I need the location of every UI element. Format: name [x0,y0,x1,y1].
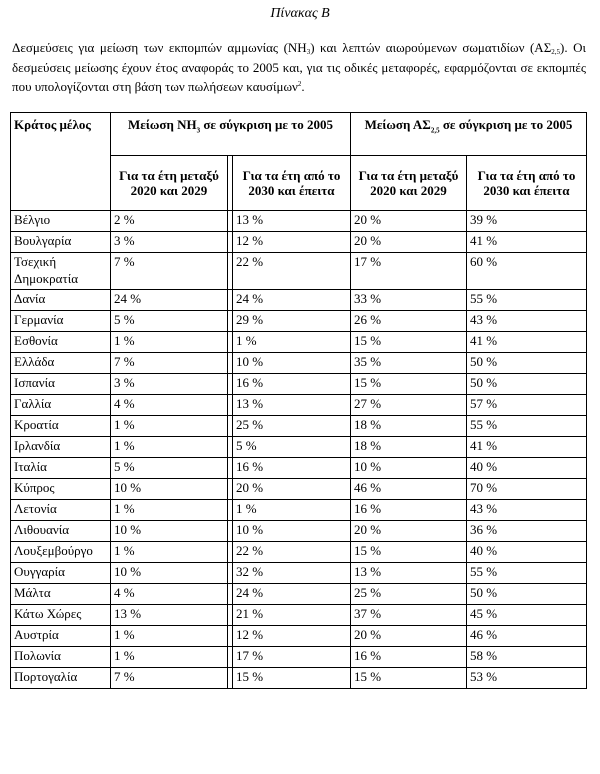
header-pm-group [351,113,587,156]
value-cell-nh3-2020: 1 % [111,332,228,353]
table-row [11,290,587,311]
value-cell-nh3-2030: 25 % [233,416,351,437]
country-cell: Λιθουανία [11,521,111,542]
table-row [11,605,587,626]
value-cell-nh3-2020: 1 % [111,542,228,563]
value-cell-nh3-2030: 15 % [233,668,351,689]
header-member-state: Κράτος μέλος [11,113,111,211]
emissions-table [10,112,587,689]
header-nh3-text-b: σε σύγκριση με το 2005 [200,117,333,132]
table-row [11,253,587,290]
table-row [11,542,587,563]
intro-text-1: Δεσμεύσεις για μείωση των εκπομπών αμμωνίας (NH [12,40,307,55]
value-cell-pm-2020: 33 % [351,290,467,311]
value-cell-pm-2020: 17 % [351,253,467,290]
country-cell: Εσθονία [11,332,111,353]
country-cell: Ισπανία [11,374,111,395]
value-cell-pm-2030: 43 % [467,500,587,521]
country-cell: Βουλγαρία [11,232,111,253]
value-cell-nh3-2030: 21 % [233,605,351,626]
value-cell-pm-2020: 37 % [351,605,467,626]
value-cell-pm-2030: 39 % [467,211,587,232]
value-cell-nh3-2030: 16 % [233,458,351,479]
value-cell-nh3-2030: 13 % [233,211,351,232]
country-cell: Βέλγιο [11,211,111,232]
value-cell-pm-2030: 55 % [467,290,587,311]
country-cell: Κάτω Χώρες [11,605,111,626]
value-cell-nh3-2020: 4 % [111,584,228,605]
table-row [11,500,587,521]
country-cell: Τσεχική Δημοκρατία [11,253,111,290]
value-cell-nh3-2030: 17 % [233,647,351,668]
country-cell: Κροατία [11,416,111,437]
header-pm-sub: 2,5 [430,126,440,135]
value-cell-nh3-2020: 5 % [111,311,228,332]
value-cell-nh3-2020: 3 % [111,232,228,253]
value-cell-nh3-2020: 1 % [111,647,228,668]
table-row [11,437,587,458]
value-cell-pm-2030: 60 % [467,253,587,290]
value-cell-pm-2020: 20 % [351,232,467,253]
value-cell-pm-2020: 20 % [351,211,467,232]
table-row [11,374,587,395]
table-row [11,521,587,542]
value-cell-nh3-2020: 4 % [111,395,228,416]
value-cell-nh3-2020: 7 % [111,353,228,374]
country-cell: Ουγγαρία [11,563,111,584]
value-cell-pm-2030: 50 % [467,584,587,605]
country-cell: Πολωνία [11,647,111,668]
country-cell: Μάλτα [11,584,111,605]
country-cell: Λετονία [11,500,111,521]
country-cell: Δανία [11,290,111,311]
value-cell-nh3-2020: 1 % [111,626,228,647]
value-cell-nh3-2020: 5 % [111,458,228,479]
value-cell-nh3-2020: 10 % [111,563,228,584]
value-cell-pm-2030: 58 % [467,647,587,668]
nh3-subscript: 3 [306,48,311,56]
value-cell-pm-2020: 46 % [351,479,467,500]
value-cell-nh3-2030: 1 % [233,332,351,353]
value-cell-pm-2030: 41 % [467,232,587,253]
value-cell-nh3-2020: 10 % [111,521,228,542]
value-cell-pm-2030: 41 % [467,332,587,353]
header-nh3-2020: Για τα έτη μεταξύ 2020 και 2029 [111,156,228,211]
value-cell-pm-2020: 20 % [351,626,467,647]
table-body [11,211,587,689]
value-cell-nh3-2020: 1 % [111,437,228,458]
value-cell-pm-2030: 43 % [467,311,587,332]
country-cell: Γερμανία [11,311,111,332]
table-row [11,668,587,689]
value-cell-nh3-2030: 24 % [233,584,351,605]
value-cell-pm-2020: 15 % [351,542,467,563]
value-cell-pm-2030: 46 % [467,626,587,647]
header-nh3-2030: Για τα έτη από το 2030 και έπειτα [233,156,351,211]
value-cell-pm-2030: 50 % [467,353,587,374]
value-cell-pm-2020: 15 % [351,668,467,689]
value-cell-pm-2030: 70 % [467,479,587,500]
table-row [11,479,587,500]
country-cell: Ιρλανδία [11,437,111,458]
value-cell-pm-2020: 13 % [351,563,467,584]
country-cell: Αυστρία [11,626,111,647]
value-cell-nh3-2020: 7 % [111,253,228,290]
value-cell-pm-2020: 16 % [351,500,467,521]
footnote-marker: 2 [297,80,302,88]
value-cell-pm-2020: 26 % [351,311,467,332]
value-cell-pm-2020: 27 % [351,395,467,416]
country-cell: Γαλλία [11,395,111,416]
country-cell: Ελλάδα [11,353,111,374]
value-cell-pm-2030: 36 % [467,521,587,542]
table-row [11,647,587,668]
table-row [11,416,587,437]
value-cell-nh3-2030: 13 % [233,395,351,416]
value-cell-nh3-2020: 1 % [111,500,228,521]
value-cell-pm-2020: 16 % [351,647,467,668]
table-row [11,563,587,584]
value-cell-nh3-2020: 3 % [111,374,228,395]
value-cell-pm-2030: 53 % [467,668,587,689]
table-title: Πίνακας Β [270,6,330,21]
value-cell-pm-2020: 15 % [351,374,467,395]
table-row [11,458,587,479]
intro-text-4: . [301,79,305,94]
value-cell-nh3-2030: 20 % [233,479,351,500]
country-cell: Πορτογαλία [11,668,111,689]
value-cell-nh3-2030: 12 % [233,232,351,253]
value-cell-pm-2030: 55 % [467,416,587,437]
value-cell-pm-2020: 18 % [351,437,467,458]
header-row-groups [11,113,587,156]
country-cell: Λουξεμβούργο [11,542,111,563]
value-cell-pm-2030: 41 % [467,437,587,458]
table-row [11,353,587,374]
value-cell-pm-2030: 45 % [467,605,587,626]
table-row [11,332,587,353]
value-cell-nh3-2020: 13 % [111,605,228,626]
header-pm-2020: Για τα έτη μεταξύ 2020 και 2029 [351,156,467,211]
value-cell-nh3-2020: 1 % [111,416,228,437]
header-nh3-sub: 3 [196,126,201,135]
value-cell-pm-2030: 55 % [467,563,587,584]
value-cell-nh3-2030: 10 % [233,521,351,542]
table-row [11,311,587,332]
value-cell-pm-2030: 50 % [467,374,587,395]
value-cell-pm-2030: 57 % [467,395,587,416]
value-cell-pm-2020: 10 % [351,458,467,479]
table-row [11,584,587,605]
table-row [11,395,587,416]
value-cell-nh3-2030: 32 % [233,563,351,584]
value-cell-nh3-2020: 2 % [111,211,228,232]
header-pm-text-b: σε σύγκριση με το 2005 [439,117,573,132]
pm-subscript: 2,5 [551,48,561,56]
value-cell-nh3-2030: 1 % [233,500,351,521]
value-cell-nh3-2020: 10 % [111,479,228,500]
value-cell-pm-2020: 25 % [351,584,467,605]
value-cell-pm-2020: 35 % [351,353,467,374]
value-cell-nh3-2030: 10 % [233,353,351,374]
value-cell-pm-2020: 18 % [351,416,467,437]
header-nh3-text-a: Μείωση NH [128,117,197,132]
value-cell-nh3-2030: 16 % [233,374,351,395]
intro-text-3: ). Οι δεσμεύσεις μείωσης έχουν έτος αναφοράς το 2005 και, για τις οδικές μεταφορές, εφαρμόζονται σε εκπομπές που υπολογίζονται στη βάση των πωλήσεων καυσίμων [12,40,586,94]
value-cell-nh3-2030: 5 % [233,437,351,458]
value-cell-pm-2020: 20 % [351,521,467,542]
table-row [11,211,587,232]
intro-text-2: ) και λεπτών αιωρούμενων σωματιδίων (ΑΣ [310,40,552,55]
value-cell-pm-2030: 40 % [467,542,587,563]
country-cell: Ιταλία [11,458,111,479]
value-cell-nh3-2030: 29 % [233,311,351,332]
value-cell-pm-2030: 40 % [467,458,587,479]
header-pm-2030: Για τα έτη από το 2030 και έπειτα [467,156,587,211]
table-row [11,232,587,253]
value-cell-nh3-2020: 24 % [111,290,228,311]
intro-paragraph [12,40,586,95]
header-nh3-group [111,113,351,156]
value-cell-nh3-2030: 22 % [233,253,351,290]
country-cell: Κύπρος [11,479,111,500]
value-cell-nh3-2030: 22 % [233,542,351,563]
value-cell-nh3-2030: 12 % [233,626,351,647]
header-pm-text-a: Μείωση ΑΣ [364,117,431,132]
table-row [11,626,587,647]
value-cell-pm-2020: 15 % [351,332,467,353]
value-cell-nh3-2030: 24 % [233,290,351,311]
value-cell-nh3-2020: 7 % [111,668,228,689]
